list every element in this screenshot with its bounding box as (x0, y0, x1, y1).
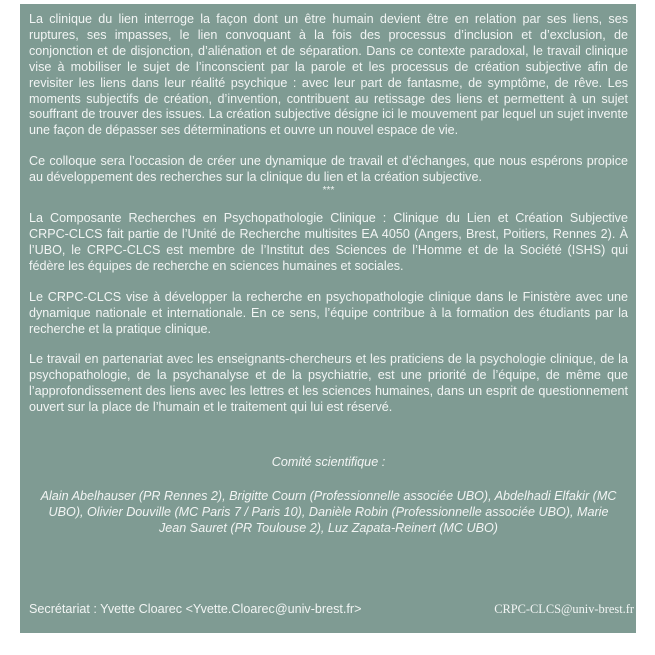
paragraph-clinique-du-lien: La clinique du lien interroge la façon dont un être humain devient être en relation par ses liens, ses ruptures, ses impasses, le lien convoquant à la fois des processus d’inclusion et d’exclusion, de conjonction et de disjonction, d’aliénation et de séparation. Dans ce contexte paradoxal, le travail clinique vise à mobiliser le sujet de l’inconscient par la parole et les processus de création subjective afin de revisiter les liens dans leur réalité psychique : avec leur part de fantasme, de symptôme, de rêve. Les moments subjectifs de création, d’invention, contribuent au retissage des liens et permettent à un sujet souffrant de trouver des issues. La création subjective désigne ici le mouvement par lequel un sujet invente une façon de dépasser ses déterminations et ouvre un nouvel espace de vie. (29, 12, 628, 138)
spacer (29, 275, 628, 290)
separator-stars: *** (322, 185, 335, 197)
committee-members: Alain Abelhauser (PR Rennes 2), Brigitte Courn (Professionnelle associée UBO), Abdelhadi Elfakir (MC UBO), Olivier Douville (MC Paris 7 / Paris 10), Danièle Robin (Professionnelle associée UBO), Marie Jean Sauret (PR Toulouse 2), Luz Zapata-Reinert (MC UBO) (40, 489, 617, 536)
spacer (29, 337, 628, 352)
footer (29, 602, 634, 617)
email-contact[interactable]: CRPC-CLCS@univ-brest.fr (494, 602, 634, 616)
secretariat-contact[interactable]: Secrétariat : Yvette Cloarec <Yvette.Cloarec@univ-brest.fr> (29, 602, 362, 616)
spacer (29, 139, 628, 154)
paragraph-crpc-clcs: Le CRPC-CLCS vise à développer la recherche en psychopathologie clinique dans le Finistère avec une dynamique nationale et internationale. En ce sens, l’équipe contribue à la formation des étudiants par la recherche et la pratique clinique. (29, 289, 628, 336)
info-panel (20, 4, 636, 633)
paragraph-partenariat: Le travail en partenariat avec les enseignants-chercheurs et les praticiens de la psychologie clinique, de la psychopathologie, de la psychanalyse et de la psychiatrie, est une priorité de l’équipe, de même que l’approfondissement des liens avec les lettres et les sciences humaines, dans un esprit de questionnement ouvert sur la place de l’humain et le traitement qui lui est réservé. (29, 352, 628, 415)
paragraph-composante: La Composante Recherches en Psychopathologie Clinique : Clinique du Lien et Création Subjective CRPC-CLCS fait partie de l’Unité de Recherche multisites EA 4050 (Angers, Brest, Poitiers, Rennes 2). À l’UBO, le CRPC-CLCS est membre de l’Institut des Sciences de l’Homme et de la Société (ISHS) qui fédère les équipes de recherche en sciences humaines et sociales. (29, 211, 628, 273)
paragraph-colloque: Ce colloque sera l’occasion de créer une dynamique de travail et d’échanges, que nous espérons propice au développement des recherches sur la clinique du lien et la création subjective. (29, 154, 628, 185)
spacer (29, 196, 628, 211)
committee-title: Comité scientifique : (271, 455, 386, 470)
